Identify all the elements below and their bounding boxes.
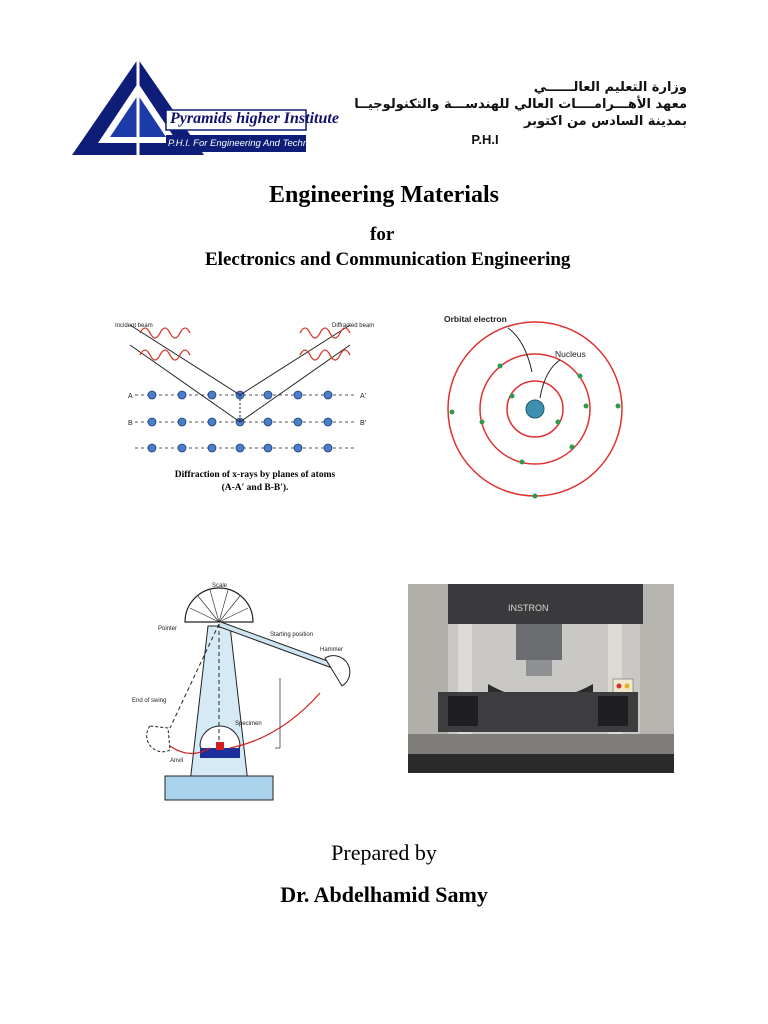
author-name: Dr. Abdelhamid Samy xyxy=(280,882,488,907)
nucleus-label: Nucleus xyxy=(555,349,586,359)
logo-subtitle: P.H.I. For Engineering And Technology xyxy=(168,138,331,149)
diffraction-caption xyxy=(150,469,360,495)
logo-name: Pyramids higher Institute xyxy=(170,110,339,127)
starting-position-label: Starting position xyxy=(270,632,314,638)
arabic-abbrev: P.H.I xyxy=(471,132,499,147)
svg-text:B: B xyxy=(128,420,133,427)
caption-line-1: Diffraction of x-rays by planes of atoms xyxy=(174,470,336,480)
diffracted-label: Diffracted beam xyxy=(332,323,375,329)
end-of-swing-label: End of swing xyxy=(132,698,167,704)
page-title: Engineering Materials xyxy=(269,182,499,208)
pointer-label: Pointer xyxy=(158,626,178,632)
impact-test-figure xyxy=(130,578,370,803)
testing-machine-image xyxy=(408,584,674,773)
testing-machine-photo xyxy=(408,584,674,773)
specimen-label: Specimen xyxy=(235,721,262,727)
svg-text:A: A xyxy=(128,393,133,400)
orbital-label: Orbital electron xyxy=(444,314,507,324)
svg-text:B′: B′ xyxy=(360,420,366,427)
hammer-label: Hammer xyxy=(320,647,344,653)
for-label: for xyxy=(370,224,395,245)
instron-brand: INSTRON xyxy=(508,603,549,613)
atom-figure xyxy=(440,310,630,500)
arabic-city: بمدينة السادس من اكتوبر xyxy=(523,114,687,129)
arabic-institute: معهد الأهـــرامــــات العالي للهندســـة والتكنولوجيــا xyxy=(354,97,687,112)
caption-line-2: (A-A′ and B-B′). xyxy=(221,483,289,493)
svg-text:A′: A′ xyxy=(360,393,366,400)
page-subtitle: Electronics and Communication Engineering xyxy=(205,249,571,270)
prepared-by-label: Prepared by xyxy=(331,840,437,865)
scale-label: Scale xyxy=(212,583,228,589)
diffraction-figure xyxy=(110,305,400,465)
anvil-label: Anvil xyxy=(170,758,184,764)
incident-label: Incident beam xyxy=(115,323,153,329)
arabic-ministry: وزارة التعليم العالــــــي xyxy=(533,80,687,95)
